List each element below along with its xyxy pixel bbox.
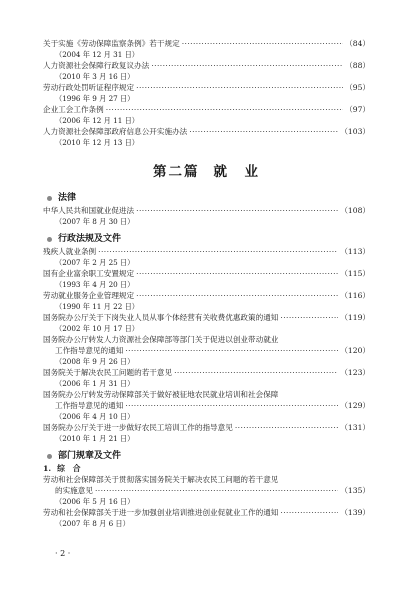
entry-title: 国务院办公厅转发劳动保障部关于做好被征地农民就业培训和社会保障 bbox=[43, 390, 279, 399]
subsection-heading bbox=[43, 463, 370, 474]
entry-page: （123） bbox=[340, 368, 370, 377]
entry-page: （120） bbox=[340, 346, 370, 355]
subsection-number: 1. bbox=[43, 464, 52, 473]
toc-entry bbox=[43, 334, 370, 367]
toc-entry bbox=[43, 104, 370, 126]
dot-leader bbox=[174, 367, 338, 378]
entry-page: （113） bbox=[340, 247, 370, 256]
entry-date: （2007 年 8 月 30 日） bbox=[55, 217, 135, 226]
table-of-contents bbox=[43, 38, 370, 529]
toc-entry bbox=[43, 205, 370, 227]
entry-date: （2007 年 2 月 25 日） bbox=[55, 258, 135, 267]
toc-group-top bbox=[43, 38, 370, 148]
entry-page: （88） bbox=[345, 61, 370, 70]
dot-leader bbox=[125, 345, 338, 356]
entry-page: （119） bbox=[340, 313, 370, 322]
entry-page: （129） bbox=[340, 401, 370, 410]
section-rules bbox=[43, 450, 370, 529]
entry-title: 残疾人就业条例 bbox=[43, 247, 97, 256]
entry-date: （2006 年 12 月 11 日） bbox=[55, 116, 139, 125]
dot-leader bbox=[125, 400, 338, 411]
entry-title: 劳动和社会保障部关于贯彻落实国务院关于解决农民工问题的若干意见 bbox=[43, 475, 279, 484]
dot-leader bbox=[280, 312, 338, 323]
entry-date: （2004 年 12 月 31 日） bbox=[55, 50, 139, 59]
entry-date: （2010 年 3 月 16 日） bbox=[55, 72, 135, 81]
part-number: 第二篇 bbox=[153, 164, 200, 180]
section-heading: 行政法规及文件 bbox=[43, 233, 370, 246]
entry-title: 国务院办公厅关于下岗失业人员从事个体经营有关收费优惠政策的通知 bbox=[43, 313, 279, 322]
entry-title-continuation: 工作指导意见的通知 bbox=[55, 401, 124, 410]
entry-title: 劳动行政处罚听证程序规定 bbox=[43, 83, 135, 92]
entry-title-continuation: 的实施意见 bbox=[55, 486, 93, 495]
dot-leader bbox=[136, 268, 338, 279]
entry-date: （2010 年 12 月 13 日） bbox=[55, 138, 139, 147]
toc-entry bbox=[43, 507, 370, 529]
toc-entry bbox=[43, 60, 370, 82]
entry-title: 国务院办公厅关于进一步做好农民工培训工作的指导意见 bbox=[43, 423, 233, 432]
section-regulations bbox=[43, 233, 370, 444]
entry-title: 人力资源社会保障部政府信息公开实施办法 bbox=[43, 127, 188, 136]
dot-leader bbox=[280, 507, 338, 518]
bullet-icon bbox=[47, 454, 52, 459]
entry-page: （95） bbox=[345, 83, 370, 92]
entry-date: （2002 年 10 月 17 日） bbox=[55, 324, 139, 333]
entry-date: （1996 年 9 月 27 日） bbox=[55, 94, 135, 103]
entry-page: （84） bbox=[345, 39, 370, 48]
entry-page: （135） bbox=[340, 486, 370, 495]
entry-page: （108） bbox=[340, 206, 370, 215]
entry-page: （139） bbox=[340, 508, 370, 517]
dot-leader bbox=[182, 38, 343, 49]
entry-title: 国务院关于解决农民工问题的若干意见 bbox=[43, 368, 173, 377]
section-law bbox=[43, 192, 370, 227]
dot-leader bbox=[95, 485, 338, 496]
entry-page: （131） bbox=[340, 423, 370, 432]
toc-entry bbox=[43, 268, 370, 290]
subsection-name: 综 合 bbox=[57, 464, 81, 473]
entry-date: （2007 年 8 月 6 日） bbox=[55, 519, 130, 528]
toc-entry bbox=[43, 312, 370, 334]
toc-entry bbox=[43, 126, 370, 148]
toc-entry bbox=[43, 474, 370, 507]
entry-date: （1990 年 11 月 22 日） bbox=[55, 302, 139, 311]
entry-title-continuation: 工作指导意见的通知 bbox=[55, 346, 124, 355]
toc-entry bbox=[43, 290, 370, 312]
entry-title: 国务院办公厅转发人力资源社会保障部等部门关于促进以创业带动就业 bbox=[43, 335, 279, 344]
entry-page: （115） bbox=[340, 269, 370, 278]
entry-date: （2006 年 1 月 31 日） bbox=[55, 379, 135, 388]
entry-title: 企业工会工作条例 bbox=[43, 105, 104, 114]
entry-page: （116） bbox=[340, 291, 370, 300]
dot-leader bbox=[136, 205, 338, 216]
toc-entry bbox=[43, 367, 370, 389]
page-number: · 2 · bbox=[55, 549, 71, 558]
entry-title: 中华人民共和国就业促进法 bbox=[43, 206, 135, 215]
toc-entry bbox=[43, 389, 370, 422]
section-heading: 法律 bbox=[43, 192, 370, 205]
section-heading: 部门规章及文件 bbox=[43, 450, 370, 463]
entry-title: 劳动和社会保障部关于进一步加强创业培训推进创业促就业工作的通知 bbox=[43, 508, 279, 517]
dot-leader bbox=[136, 290, 338, 301]
part-title bbox=[43, 162, 370, 182]
toc-entry bbox=[43, 82, 370, 104]
dot-leader bbox=[235, 422, 338, 433]
entry-title: 人力资源社会保障行政复议办法 bbox=[43, 61, 150, 70]
dot-leader bbox=[151, 60, 343, 71]
entry-date: （1993 年 4 月 20 日） bbox=[55, 280, 135, 289]
toc-entry bbox=[43, 422, 370, 444]
dot-leader bbox=[98, 246, 338, 257]
entry-date: （2008 年 9 月 26 日） bbox=[55, 357, 135, 366]
entry-page: （97） bbox=[345, 105, 370, 114]
dot-leader bbox=[136, 82, 343, 93]
dot-leader bbox=[106, 104, 343, 115]
bullet-icon bbox=[47, 237, 52, 242]
entry-date: （2010 年 1 月 21 日） bbox=[55, 434, 135, 443]
entry-title: 国有企业富余职工安置规定 bbox=[43, 269, 135, 278]
toc-entry bbox=[43, 38, 370, 60]
bullet-icon bbox=[47, 196, 52, 201]
entry-title: 劳动就业服务企业管理规定 bbox=[43, 291, 135, 300]
entry-title: 关于实施《劳动保障监察条例》若干规定 bbox=[43, 39, 180, 48]
entry-date: （2006 年 5 月 16 日） bbox=[55, 497, 135, 506]
dot-leader bbox=[189, 126, 338, 137]
part-name: 就 业 bbox=[213, 164, 260, 180]
entry-page: （103） bbox=[340, 127, 370, 136]
entry-date: （2006 年 4 月 10 日） bbox=[55, 412, 135, 421]
toc-entry bbox=[43, 246, 370, 268]
